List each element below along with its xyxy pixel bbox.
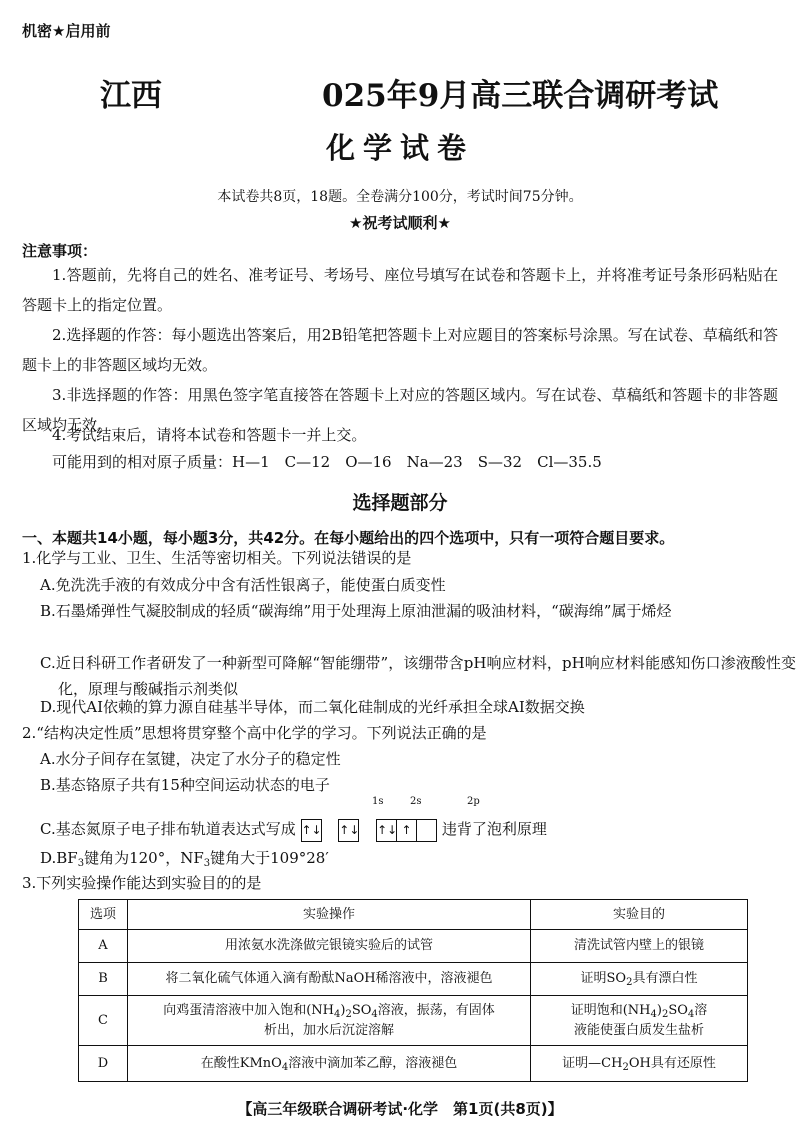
page-footer: 【高三年级联合调研考试·化学 第1页(共8页)】 — [237, 1100, 563, 1118]
q2-d-mid: 键角为120°，NF — [84, 849, 204, 867]
subscript: 4 — [281, 1061, 289, 1073]
orbital-label-2p: 2p — [467, 796, 480, 807]
row-purpose: 清洗试管内壁上的银镜 — [531, 930, 748, 963]
q2-option-d — [40, 845, 329, 871]
notice-item-1: 1.答题前，先将自己的姓名、准考证号、考场号、座位号填写在试卷和答题卡上，并将准考证号条形码粘贴在答题卡上的指定位置。 — [22, 266, 778, 314]
experiment-table — [78, 899, 748, 1082]
purpose-text: 液能使蛋白质发生盐析 — [573, 1022, 704, 1038]
exam-title-region: 江西 — [100, 78, 162, 114]
exam-info: 本试卷共8页，18题。全卷满分100分，考试时间75分钟。 — [217, 189, 583, 205]
row-purpose — [531, 1046, 748, 1082]
purpose-text: 证明饱和(NH — [570, 1002, 651, 1018]
orbital-box-1s: ↑↓ — [301, 819, 322, 842]
q2-stem: 2.“结构决定性质”思想将贯穿整个高中化学的学习。下列说法正确的是 — [22, 724, 487, 742]
subscript: 3 — [77, 858, 85, 869]
notice-item-3: 3.非选择题的作答：用黑色签字笔直接答在答题卡上对应的答题区域内。写在试卷、草稿纸和答题卡的非答题区域均无效。 — [22, 386, 778, 434]
subscript: 4 — [371, 1008, 378, 1020]
q1-option-a: A.免洗洗手液的有效成分中含有活性银离子，能使蛋白质变性 — [40, 576, 446, 594]
operation-text: 溶液中滴加苯乙醇，溶液褪色 — [288, 1055, 458, 1071]
subscript: 4 — [334, 1008, 341, 1020]
purpose-text: OH具有还原性 — [628, 1055, 716, 1071]
subscript: 2 — [622, 1061, 629, 1073]
subscript: 4 — [687, 1008, 695, 1020]
q2-option-c — [40, 816, 547, 842]
table-row — [79, 930, 748, 963]
operation-text: 析出，加水后沉淀溶解 — [263, 1022, 394, 1038]
row-option: C — [79, 996, 128, 1046]
row-operation — [128, 1046, 531, 1082]
orbital-box-2p-2: ↑ — [397, 819, 417, 842]
q1-option-b: B.石墨烯弹性气凝胶制成的轻质“碳海绵”用于处理海上原油泄漏的吸油材料，“碳海绵”属于烯烃 — [40, 602, 672, 620]
subscript: 4 — [650, 1008, 657, 1020]
q3-stem: 3.下列实验操作能达到实验目的的是 — [22, 874, 262, 892]
q1-option-d: D.现代AI依赖的算力源自硅基半导体，而二氧化硅制成的光纤承担全球AI数据交换 — [40, 698, 585, 716]
q1-option-c: C.近日科研工作者研发了一种新型可降解“智能绷带”，该绷带含pH响应材料，pH响应材料能感知伤口渗液酸性变化，原理与酸碱指示剂类似 — [40, 654, 796, 698]
q2-option-b: B.基态铬原子共有15种空间运动状态的电子 — [40, 776, 330, 794]
table-row — [79, 996, 748, 1046]
q2-d-prefix: D. — [40, 849, 57, 867]
subscript: 2 — [626, 977, 633, 988]
operation-text: 在酸性KMnO — [200, 1055, 282, 1071]
q1-stem: 1.化学与工业、卫生、生活等密切相关。下列说法错误的是 — [22, 549, 412, 567]
row-purpose — [531, 963, 748, 996]
purpose-text: 具有漂白性 — [632, 971, 698, 986]
purpose-text: SO — [668, 1002, 688, 1018]
operation-text: 向鸡蛋清溶液中加入饱和(NH — [163, 1002, 334, 1018]
subscript: 2 — [345, 1008, 352, 1020]
row-option: D — [79, 1046, 128, 1082]
col-header-operation: 实验操作 — [128, 900, 531, 930]
subject-title: 化学试卷 — [325, 131, 474, 165]
table-row — [79, 963, 748, 996]
row-option: B — [79, 963, 128, 996]
purpose-text: ) — [656, 1002, 662, 1018]
row-operation: 用浓氨水洗涤做完银镜实验后的试管 — [128, 930, 531, 963]
subscript: 2 — [661, 1008, 669, 1020]
row-purpose — [531, 996, 748, 1046]
confidential-label: 机密★启用前 — [22, 22, 111, 40]
notice-item-4: 4.考试结束后，请将本试卷和答题卡一并上交。 — [52, 426, 367, 444]
orbital-label-1s: 1s — [372, 796, 384, 807]
operation-text: 溶液，振荡，有固体 — [377, 1002, 495, 1018]
q2-option-c-text: C.基态氮原子电子排布轨道表达式写成 — [40, 820, 296, 838]
section-instruction: 一、本题共14小题，每小题3分，共42分。在每小题给出的四个选项中，只有一项符合题目要求。 — [22, 529, 675, 547]
table-row — [79, 1046, 748, 1082]
row-operation — [128, 996, 531, 1046]
row-option: A — [79, 930, 128, 963]
notice-heading: 注意事项： — [22, 242, 98, 260]
atomic-mass-line: 可能用到的相对原子质量：H—1 C—12 O—16 Na—23 S—32 Cl—35.5 — [52, 453, 602, 471]
orbital-label-2s: 2s — [410, 796, 422, 807]
purpose-text: 证明SO — [580, 971, 627, 986]
subscript: 3 — [203, 858, 211, 869]
exam-title: 025年9月高三联合调研考试 — [322, 78, 719, 114]
purpose-text: 证明—CH — [562, 1055, 623, 1071]
table-header-row — [79, 900, 748, 930]
q2-d-bf: BF — [56, 849, 78, 867]
operation-text: ) — [340, 1002, 346, 1018]
section-title: 选择题部分 — [352, 492, 448, 514]
operation-text: SO — [351, 1002, 372, 1018]
orbital-box-2p-1: ↑↓ — [376, 819, 397, 842]
q2-option-c-suffix: 违背了泡利原理 — [441, 820, 547, 838]
col-header-option: 选项 — [79, 900, 128, 930]
notice-item-2: 2.选择题的作答：每小题选出答案后，用2B铅笔把答题卡上对应题目的答案标号涂黑。写在试卷、草稿纸和答题卡上的非答题区域均无效。 — [22, 326, 778, 374]
row-operation: 将二氧化硫气体通入滴有酚酞NaOH稀溶液中，溶液褪色 — [128, 963, 531, 996]
q2-option-a: A.水分子间存在氢键，决定了水分子的稳定性 — [40, 750, 341, 768]
orbital-box-2p-3 — [417, 819, 437, 842]
orbital-box-2s: ↑↓ — [338, 819, 359, 842]
col-header-purpose: 实验目的 — [531, 900, 748, 930]
q2-d-end: 键角大于109°28′ — [210, 849, 329, 867]
good-luck-text: ★祝考试顺利★ — [349, 214, 451, 232]
purpose-text: 溶 — [694, 1002, 708, 1018]
